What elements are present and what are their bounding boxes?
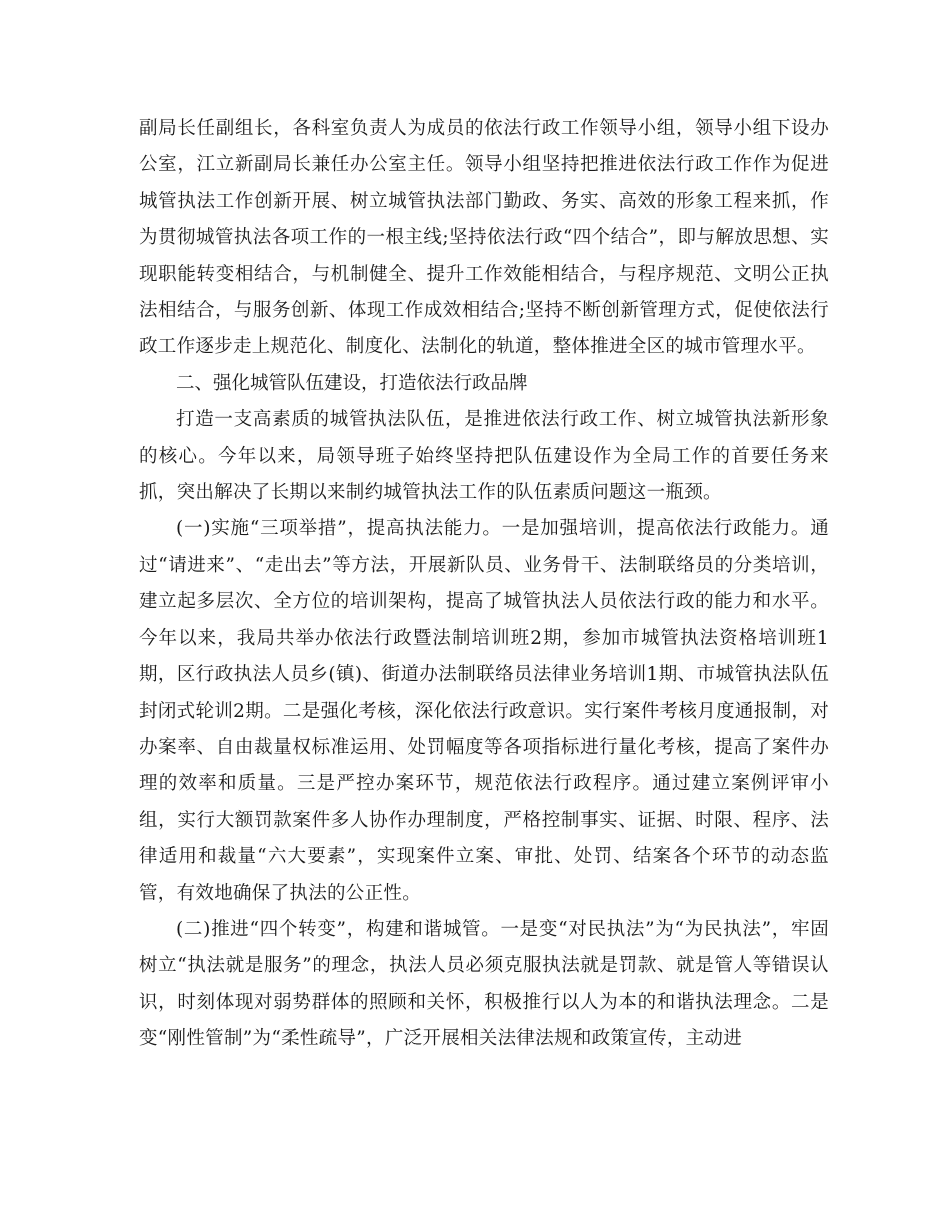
section-heading-team-building: 二、强化城管队伍建设，打造依法行政品牌 (176, 372, 528, 394)
paragraph-four-changes: (二)推进“四个转变”，构建和谐城管。一是变“对民执法”为“为民执法”，牢固树立“执法就是服务”的理念，执法人员必须克服执法就是罚款、就是管人等错误认识，时刻体现对弱势群体的照顾和关怀，积极推行以人为本的和谐执法理念。二是变“刚性管制”为“柔性疏导”，广泛开展相关法律法规和政策宣传，主动进 (139, 918, 829, 1050)
paragraph-leadership-group: 副局长任副组长，各科室负责人为成员的依法行政工作领导小组，领导小组下设办公室，江立新副局长兼任办公室主任。领导小组坚持把推进依法行政工作作为促进城管执法工作创新开展、树立城管执法部门勤政、务实、高效的形象工程来抓，作为贯彻城管执法各项工作的一根主线;坚持依法行政“四个结合”，即与解放思想、实现职能转变相结合，与机制健全、提升工作效能相结合，与程序规范、文明公正执法相结合，与服务创新、体现工作成效相结合;坚持不断创新管理方式，促使依法行政工作逐步走上规范化、制度化、法制化的轨道，整体推进全区的城市管理水平。 (139, 118, 829, 358)
paragraph-team-core: 打造一支高素质的城管执法队伍，是推进依法行政工作、树立城管执法新形象的核心。今年以来，局领导班子始终坚持把队伍建设作为全局工作的首要任务来抓，突出解决了长期以来制约城管执法工作的队伍素质问题这一瓶颈。 (139, 409, 829, 504)
paragraph-three-measures: (一)实施“三项举措”，提高执法能力。一是加强培训，提高依法行政能力。通过“请进来”、“走出去”等方法，开展新队员、业务骨干、法制联络员的分类培训，建立起多层次、全方位的培训架构，提高了城管执法人员依法行政的能力和水平。今年以来，我局共举办依法行政暨法制培训班2期，参加市城管执法资格培训班1期，区行政执法人员乡(镇)、街道办法制联络员法律业务培训1期、市城管执法队伍封闭式轮训2期。二是强化考核，深化依法行政意识。实行案件考核月度通报制，对办案率、自由裁量权标准运用、处罚幅度等各项指标进行量化考核，提高了案件办理的效率和质量。三是严控办案环节，规范依法行政程序。通过建立案例评审小组，实行大额罚款案件多人协作办理制度，严格控制事实、证据、时限、程序、法律适用和裁量“六大要素”，实现案件立案、审批、处罚、结案各个环节的动态监管，有效地确保了执法的公正性。 (139, 518, 829, 904)
document-body (139, 111, 829, 1058)
